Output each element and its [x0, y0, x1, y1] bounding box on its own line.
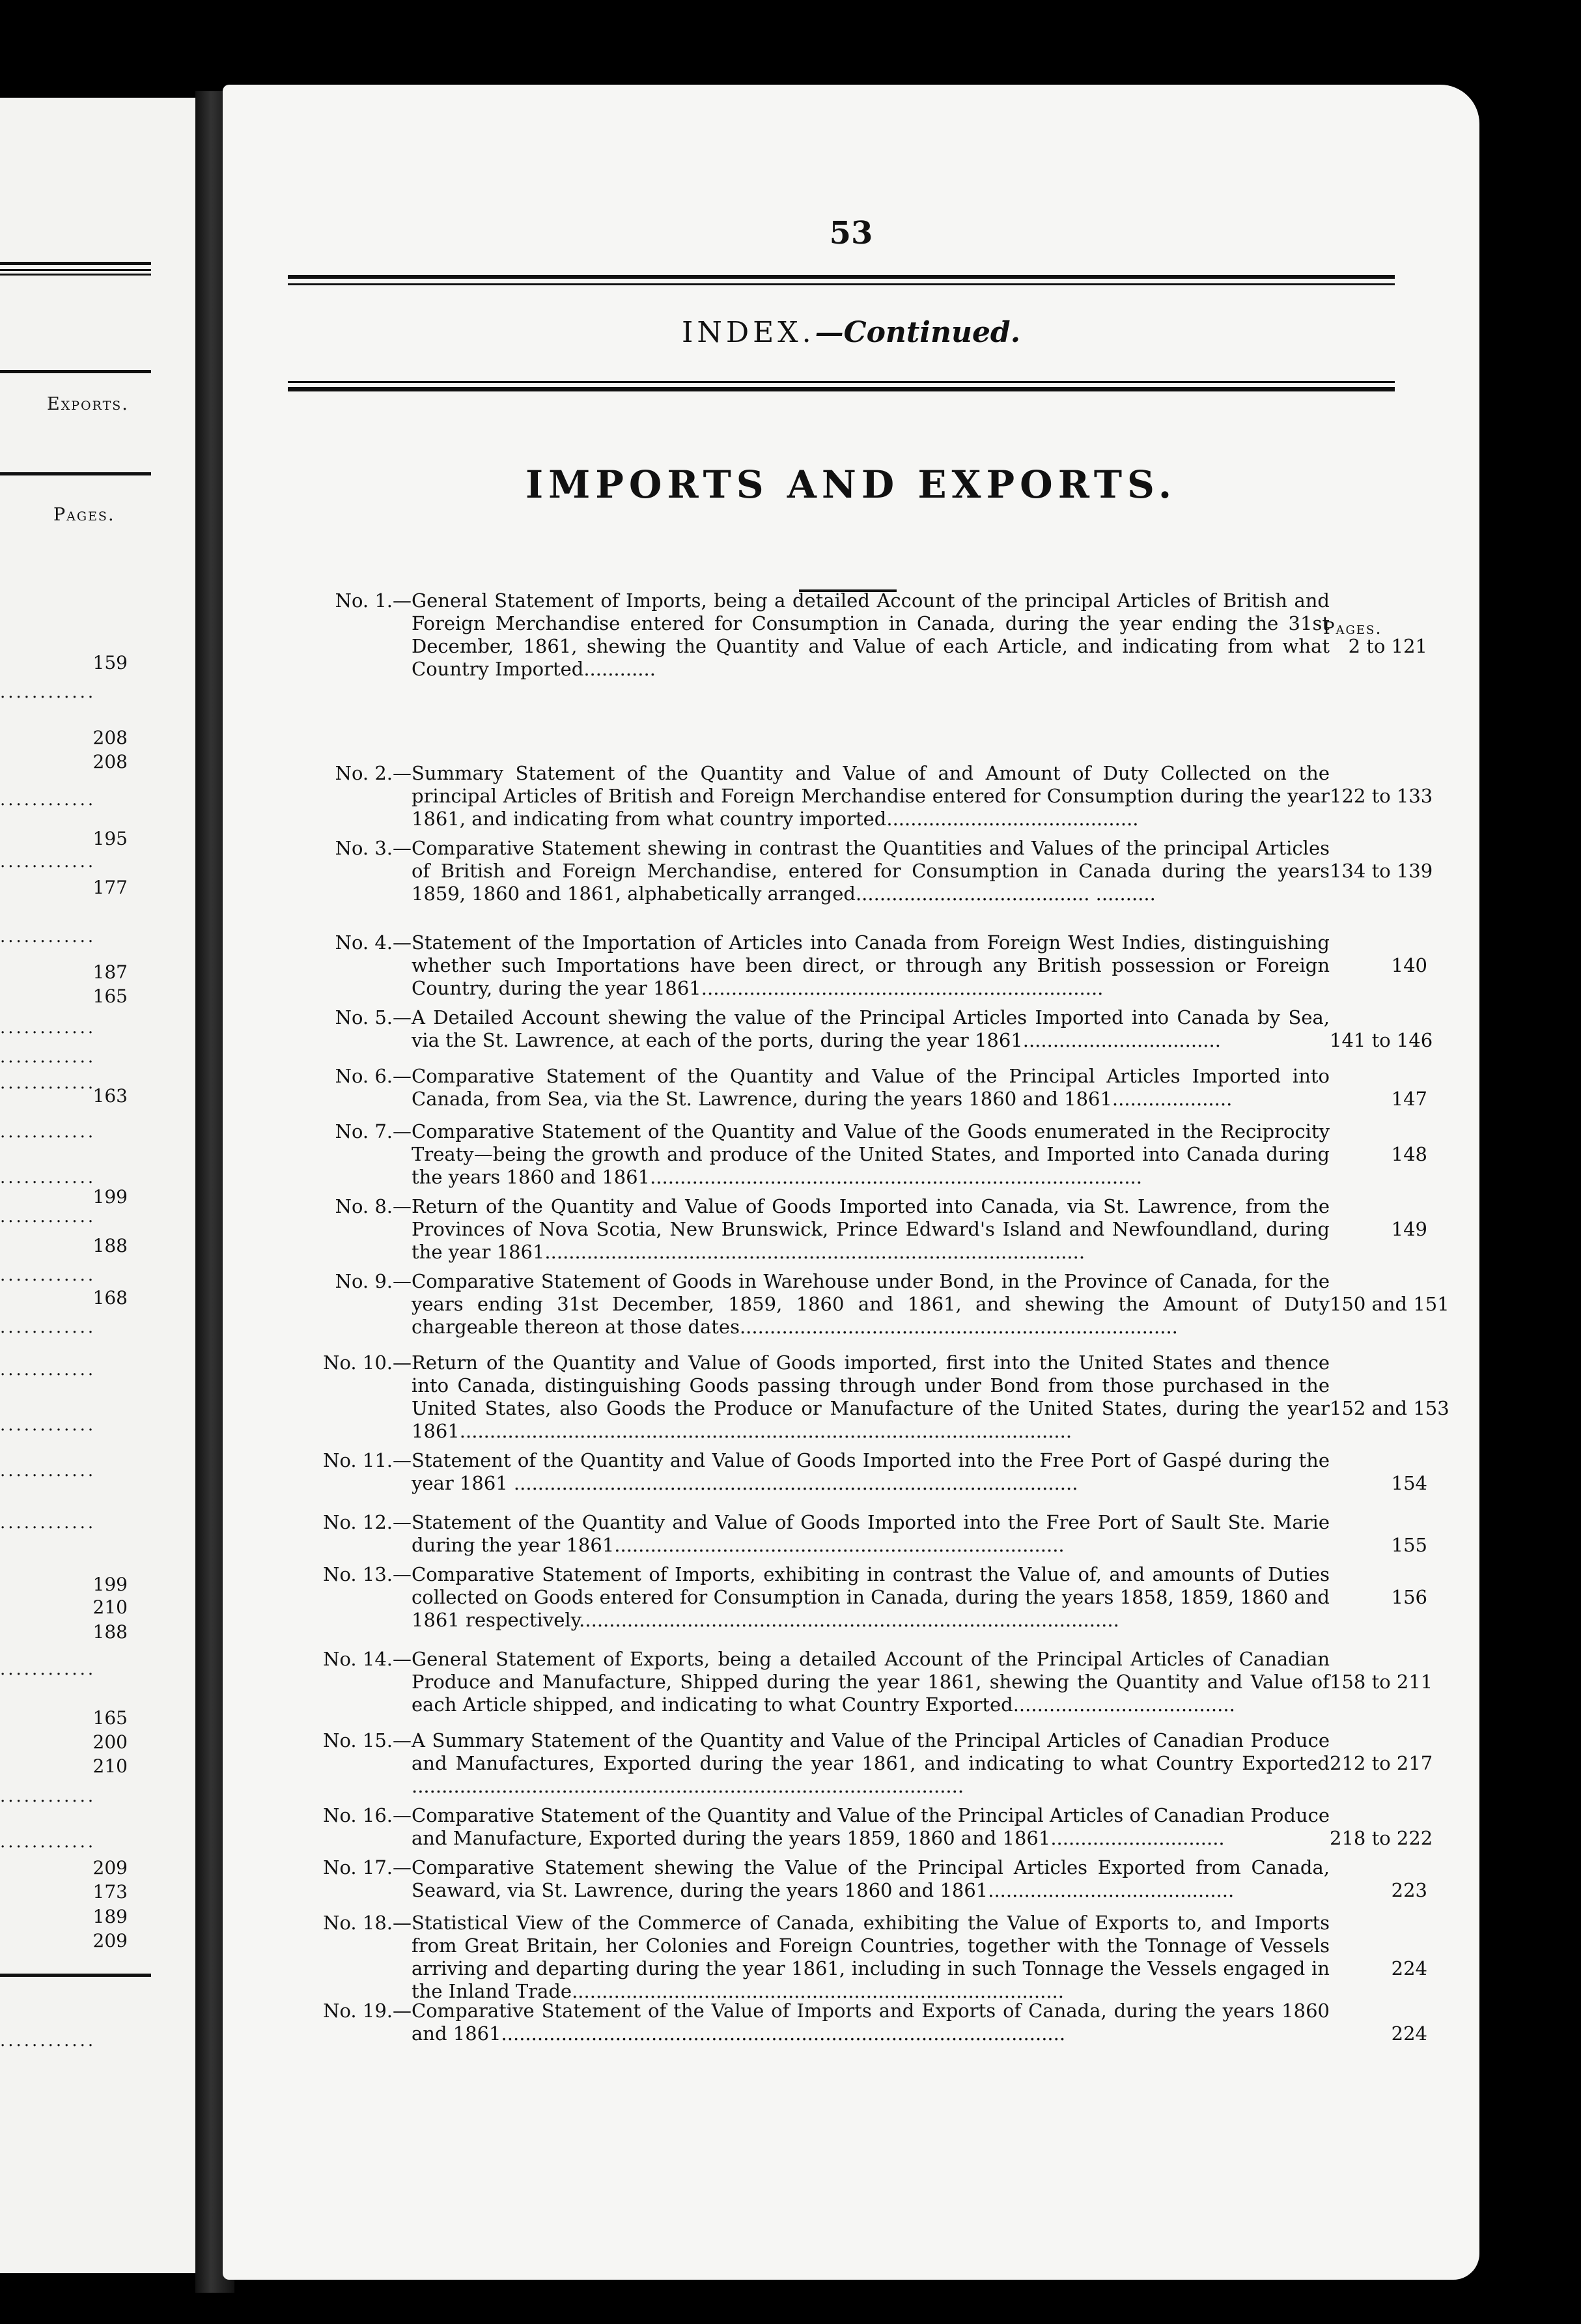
entry-title: Summary Statement of the Quantity and Value of and Amount of Duty Collected on the principal Articles of British and Foreign Merchandise entered for Consumption during the year 1861, and indicating from what country imported..........................................: [412, 762, 1330, 830]
entry-title: General Statement of Exports, being a detailed Account of the Principal Articles of Canadian Produce and Manufacture, Shipped during the year 1861, shewing the Quantity and Value of each Article shipped, and indicating to what Country Exported.....................................: [412, 1648, 1330, 1716]
left-page-number: 209: [92, 1857, 128, 1878]
entry-pages: 141 to 146: [1330, 1029, 1433, 1051]
left-exports-header: Exports.: [47, 394, 129, 414]
entry-pages: 2 to 121: [1348, 635, 1427, 657]
entry-pages: 154: [1391, 1472, 1427, 1494]
entry-title: Return of the Quantity and Value of Goods Imported into Canada, via St. Lawrence, from the Provinces of Nova Scotia, New Brunswick, Prince Edward's Island and Newfoundland, during the year 1861..........................................................................................: [412, 1195, 1330, 1263]
entry-title: Return of the Quantity and Value of Goods imported, first into the United States and thence into Canada, distinguishing Goods passing through under Bond from those purchased in the United States, also Goods the Produce or Manufacture of the United States, during the year 1861......................................................................................................: [412, 1352, 1330, 1442]
left-page-number: 210: [92, 1755, 128, 1777]
entry-pages: 155: [1391, 1534, 1427, 1556]
left-leader-dots: ............: [0, 790, 96, 810]
left-top-rule-2: [0, 269, 151, 271]
entry-number: No. 17.—: [323, 1856, 412, 1878]
page-number: 53: [829, 215, 873, 251]
left-leader-dots: ............: [0, 1047, 96, 1067]
left-page-number: 165: [92, 1707, 128, 1729]
left-page-number: 177: [92, 877, 128, 898]
entry-pages: 224: [1391, 2022, 1427, 2045]
left-leader-dots: ............: [0, 1832, 96, 1852]
pages-column-header: Pages.: [1323, 619, 1382, 638]
left-leader-dots: ............: [0, 1266, 96, 1285]
left-leader-dots: ............: [0, 2031, 96, 2050]
entry-pages: 156: [1391, 1586, 1427, 1608]
entry-pages: 149: [1391, 1218, 1427, 1240]
entry-number: No. 2.—: [335, 762, 412, 784]
left-leader-dots: ............: [0, 1018, 96, 1038]
index-entry-list: [223, 85, 1479, 2280]
left-page-number: 168: [92, 1287, 128, 1309]
entry-pages: 152 and 153: [1330, 1397, 1449, 1419]
left-leader-dots: ............: [0, 1318, 96, 1337]
entry-number: No. 7.—: [335, 1120, 412, 1142]
entry-number: No. 15.—: [323, 1729, 412, 1751]
entry-title: Comparative Statement shewing the Value of the Principal Articles Exported from Canada, Seaward, via St. Lawrence, during the years 1860 and 1861.........................................: [412, 1856, 1330, 1901]
entry-number: No. 14.—: [323, 1648, 412, 1670]
left-page-number: 188: [92, 1621, 128, 1643]
left-subheader-rule: [0, 472, 151, 475]
index-heading-label: INDEX.: [681, 316, 815, 349]
entry-title: Comparative Statement of the Quantity and Value of the Goods enumerated in the Reciprocity Treaty—being the growth and produce of the United States, and Imported into Canada during the years 1860 and 1861..................................................................................: [412, 1120, 1330, 1188]
left-leader-dots: ............: [0, 852, 96, 872]
index-heading-continued: —Continued.: [815, 316, 1021, 349]
entry-title: Comparative Statement shewing in contrast the Quantities and Values of the principal Articles of British and Foreign Merchandise, entered for Consumption in Canada during the years 1859, 1860 and 1861, alphabetically arranged....................................... ..........: [412, 837, 1330, 905]
left-page-number: 208: [92, 751, 128, 772]
left-leader-dots: ............: [0, 1660, 96, 1679]
entry-pages: 223: [1391, 1879, 1427, 1901]
left-page-number: 173: [92, 1881, 128, 1903]
entry-number: No. 10.—: [323, 1352, 412, 1374]
entry-number: No. 18.—: [323, 1912, 412, 1934]
entry-title: A Summary Statement of the Quantity and Value of the Principal Articles of Canadian Produce and Manufactures, Exported during the year 1861, and indicating to what Country Exported ............................................................................................: [412, 1729, 1330, 1797]
left-page-number: 210: [92, 1596, 128, 1618]
left-top-rule: [0, 262, 151, 265]
entry-number: No. 1.—: [335, 589, 412, 612]
left-leader-dots: ............: [0, 1360, 96, 1380]
left-pages-header: Pages.: [53, 505, 115, 525]
left-leader-dots: ............: [0, 1513, 96, 1533]
entry-title: General Statement of Imports, being a detailed Account of the principal Articles of British and Foreign Merchandise entered for Consumption in Canada, during the year ending the 31st December, 1861, shewing the Quantity and Value of each Article, and indicating from what Country Imported............: [412, 589, 1330, 680]
entry-number: No. 16.—: [323, 1804, 412, 1826]
left-bottom-rule: [0, 1974, 151, 1977]
left-page-number: 199: [92, 1186, 128, 1208]
entry-number: No. 9.—: [335, 1270, 412, 1292]
left-page-number: 159: [92, 652, 128, 673]
left-page-number: 209: [92, 1930, 128, 1951]
left-leader-dots: ............: [0, 1207, 96, 1226]
entry-title: Comparative Statement of the Value of Imports and Exports of Canada, during the years 1860 and 1861..............................................................................................: [412, 2000, 1330, 2045]
left-facing-page: [0, 98, 195, 2273]
left-leader-dots: ............: [0, 927, 96, 946]
entry-title: Comparative Statement of the Quantity and Value of the Principal Articles Imported into Canada, from Sea, via the St. Lawrence, during the years 1860 and 1861....................: [412, 1065, 1330, 1110]
entry-title: Statement of the Quantity and Value of Goods Imported into the Free Port of Sault Ste. Marie during the year 1861...........................................................................: [412, 1511, 1330, 1556]
entry-title: Statistical View of the Commerce of Canada, exhibiting the Value of Exports to, and Imports from Great Britain, her Colonies and Foreign Countries, together with the Tonnage of Vessels arriving and departing during the year 1861, including in such Tonnage the Vessels engaged in the Inland Trade..................................................................................: [412, 1912, 1330, 2002]
entry-pages: 218 to 222: [1330, 1827, 1433, 1849]
left-page-number: 208: [92, 727, 128, 748]
left-top-rule-3: [0, 274, 151, 276]
entry-pages: 140: [1391, 954, 1427, 976]
left-leader-dots: ............: [0, 1168, 96, 1187]
left-page-number: 188: [92, 1235, 128, 1256]
left-page-number: 195: [92, 828, 128, 849]
left-page-number: 187: [92, 961, 128, 983]
entry-number: No. 6.—: [335, 1065, 412, 1087]
entry-title: A Detailed Account shewing the value of the Principal Articles Imported into Canada by Sea, via the St. Lawrence, at each of the ports, during the year 1861.................................: [412, 1006, 1330, 1051]
left-page-number: 163: [92, 1085, 128, 1107]
left-page-number: 165: [92, 985, 128, 1007]
entry-pages: 147: [1391, 1088, 1427, 1110]
entry-number: No. 8.—: [335, 1195, 412, 1217]
entry-number: No. 3.—: [335, 837, 412, 859]
left-leader-dots: ............: [0, 1787, 96, 1806]
left-header-rule: [0, 370, 151, 373]
entry-pages: 224: [1391, 1957, 1427, 1979]
left-leader-dots: ............: [0, 683, 96, 702]
entry-title: Statement of the Quantity and Value of Goods Imported into the Free Port of Gaspé during the year 1861 ..............................................................................................: [412, 1449, 1330, 1494]
left-leader-dots: ............: [0, 1073, 96, 1093]
left-leader-dots: ............: [0, 1122, 96, 1142]
entry-number: No. 5.—: [335, 1006, 412, 1028]
entry-pages: 148: [1391, 1143, 1427, 1165]
left-page-number: 189: [92, 1906, 128, 1927]
entry-number: No. 13.—: [323, 1563, 412, 1585]
entry-pages: 212 to 217: [1330, 1752, 1433, 1774]
left-page-number: 199: [92, 1574, 128, 1595]
entry-pages: 150 and 151: [1330, 1293, 1449, 1315]
entry-number: No. 12.—: [323, 1511, 412, 1533]
left-page-number: 200: [92, 1731, 128, 1753]
entry-title: Comparative Statement of Imports, exhibiting in contrast the Value of, and amounts of Duties collected on Goods entered for Consumption in Canada, during the years 1858, 1859, 1860 and 1861 respectively..........................................................................................: [412, 1563, 1330, 1631]
entry-number: No. 19.—: [323, 2000, 412, 2022]
left-leader-dots: ............: [0, 1461, 96, 1481]
entry-title: Comparative Statement of Goods in Warehouse under Bond, in the Province of Canada, for the years ending 31st December, 1859, 1860 and 1861, and shewing the Amount of Duty chargeable thereon at those dates.........................................................................: [412, 1270, 1330, 1338]
index-page: [223, 85, 1479, 2280]
entry-title: Statement of the Importation of Articles into Canada from Foreign West Indies, distinguishing whether such Importations have been direct, or through any British possession or Foreign Country, during the year 1861...................................................................: [412, 931, 1330, 999]
entry-number: No. 11.—: [323, 1449, 412, 1471]
section-title: IMPORTS AND EXPORTS.: [525, 462, 1177, 507]
entry-title: Comparative Statement of the Quantity and Value of the Principal Articles of Canadian Produce and Manufacture, Exported during the years 1859, 1860 and 1861.............................: [412, 1804, 1330, 1849]
entry-pages: 158 to 211: [1330, 1671, 1433, 1693]
entry-pages: 134 to 139: [1330, 860, 1433, 882]
entry-pages: 122 to 133: [1330, 785, 1433, 807]
left-leader-dots: ............: [0, 1415, 96, 1435]
entry-number: No. 4.—: [335, 931, 412, 954]
